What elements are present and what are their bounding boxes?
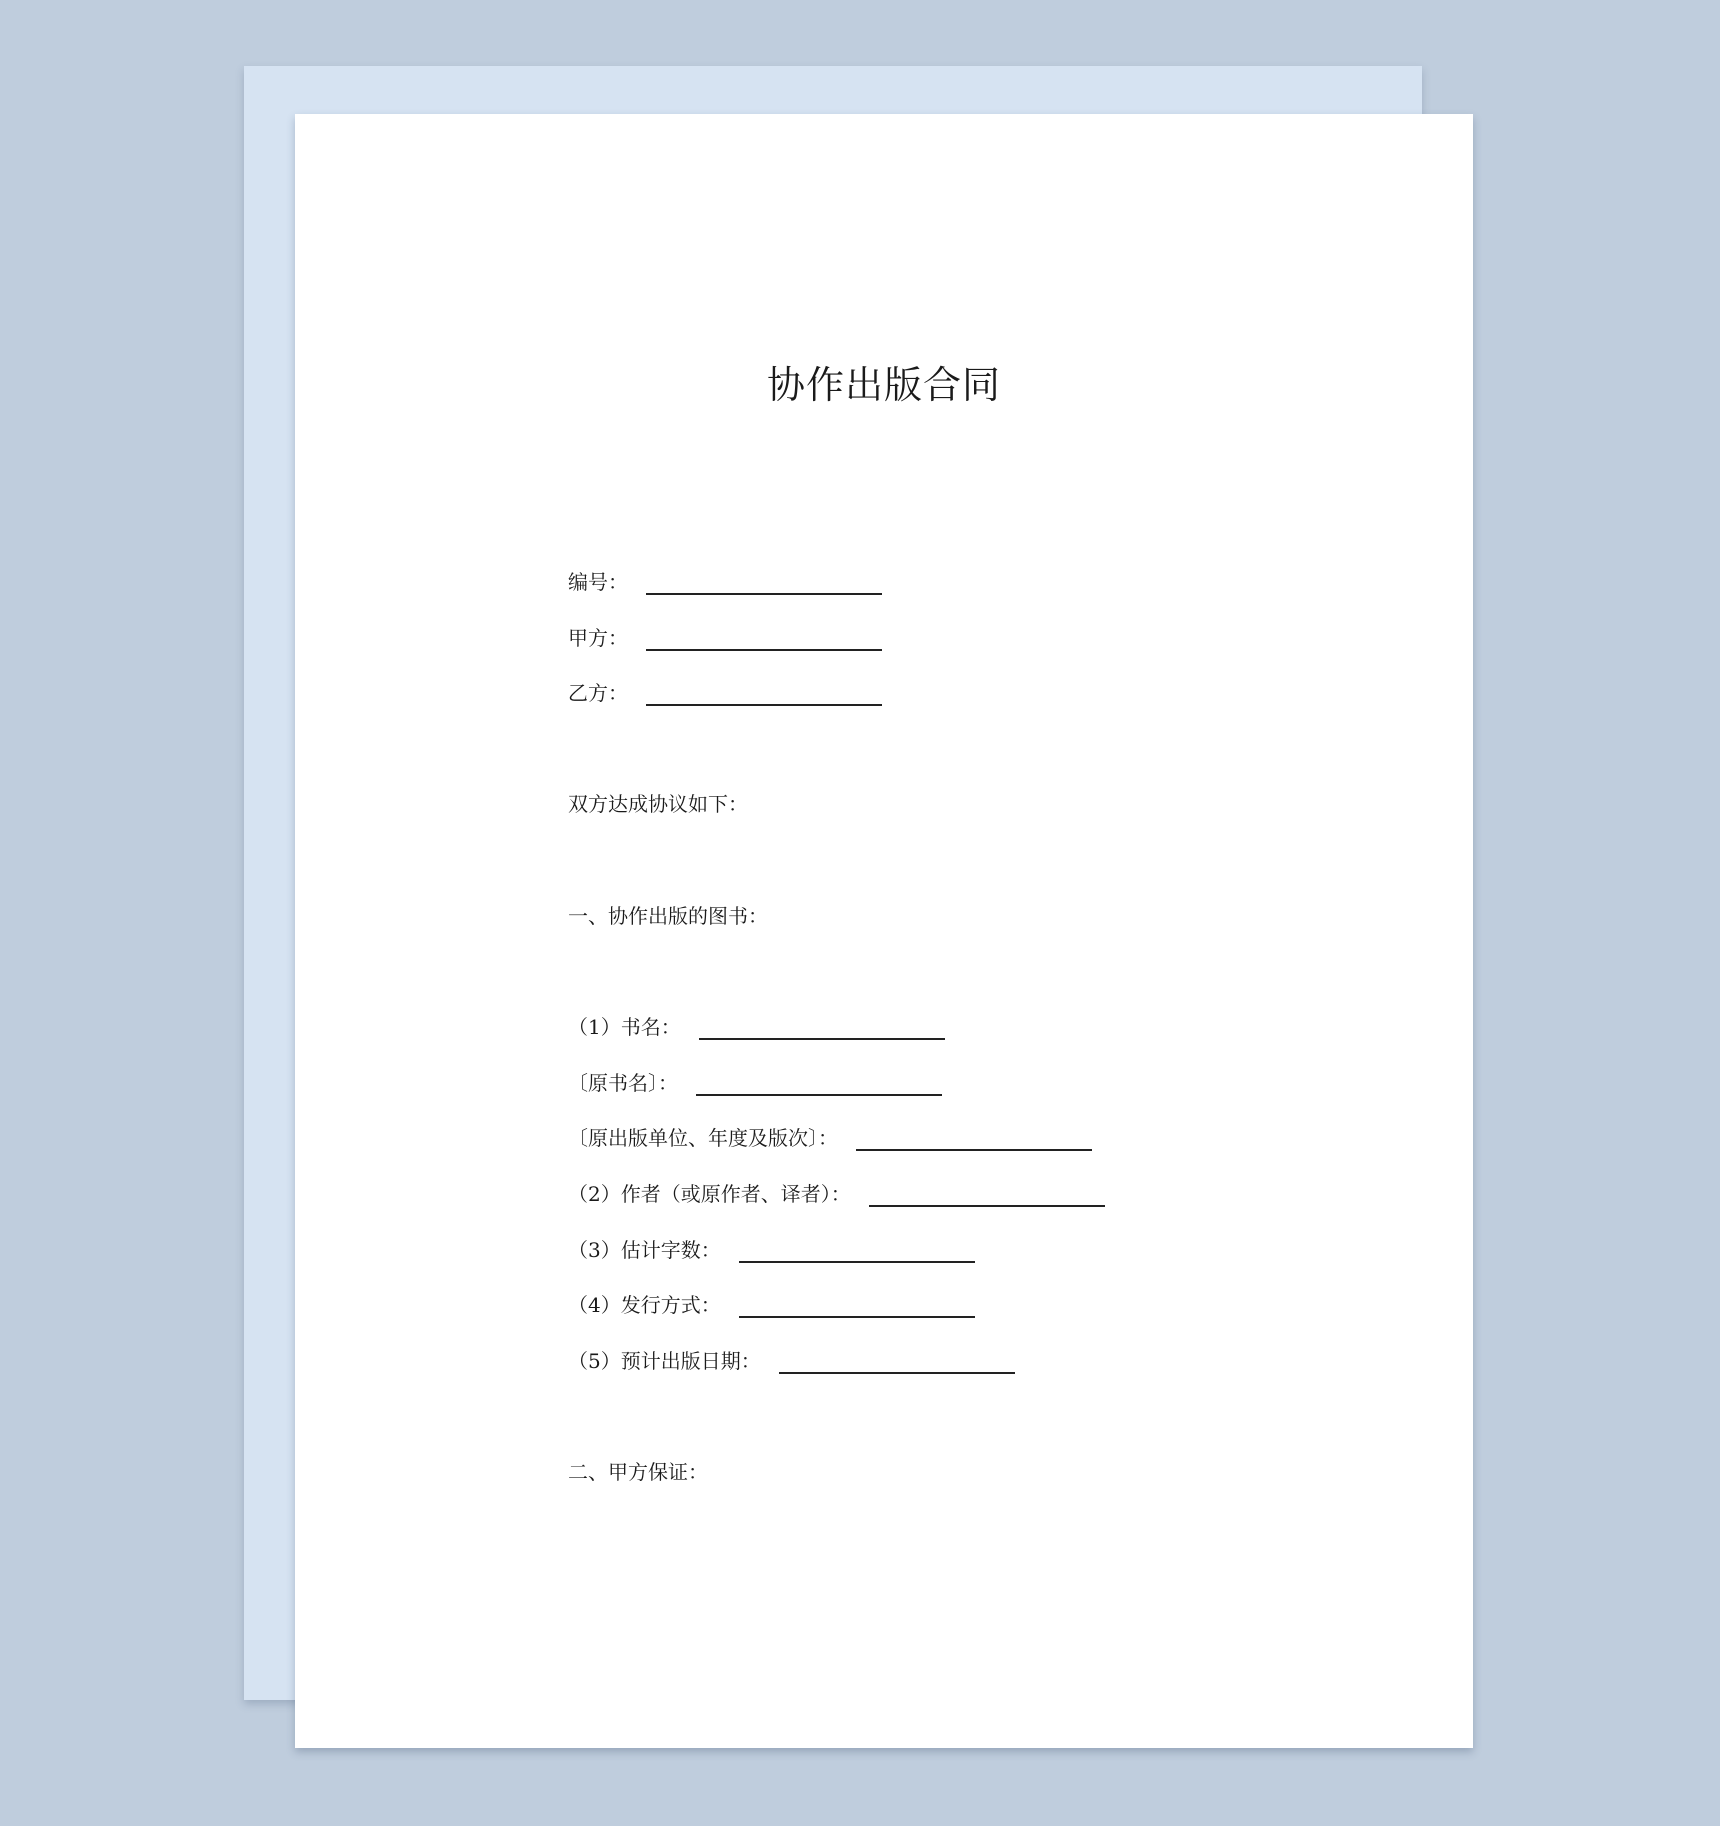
field-label: （1）书名： [568,1015,681,1039]
blank-line[interactable] [646,573,882,595]
field-row-number [568,566,882,595]
field-label: 〔原书名〕： [568,1071,678,1095]
field-label: 甲方： [568,626,628,650]
blank-line[interactable] [739,1241,975,1263]
field-row-author [568,1178,1105,1207]
section-1-heading: 一、协作出版的图书： [568,904,768,928]
blank-line[interactable] [699,1018,945,1040]
intro-text: 双方达成协议如下： [568,792,748,816]
blank-line[interactable] [646,629,882,651]
field-row-book-name [568,1011,945,1040]
field-row-publish-date [568,1345,1015,1374]
document-title: 协作出版合同 [766,363,1001,407]
section-2-heading: 二、甲方保证： [568,1460,708,1484]
blank-line[interactable] [739,1296,975,1318]
blank-line[interactable] [696,1074,942,1096]
field-row-word-count [568,1234,975,1263]
field-label: 编号： [568,570,628,594]
field-label: （5）预计出版日期： [568,1349,761,1373]
blank-line[interactable] [779,1352,1015,1374]
blank-line[interactable] [646,684,882,706]
field-row-original-publisher [568,1122,1092,1151]
field-label: 乙方： [568,681,628,705]
field-row-original-name [568,1067,942,1096]
field-label: 〔原出版单位、年度及版次〕： [568,1126,838,1150]
field-row-party-a [568,622,882,651]
field-label: （2）作者（或原作者、译者）： [568,1182,851,1206]
document-page [295,114,1473,1748]
blank-line[interactable] [869,1185,1105,1207]
field-row-distribution [568,1289,975,1318]
blank-line[interactable] [856,1129,1092,1151]
field-label: （4）发行方式： [568,1293,721,1317]
field-label: （3）估计字数： [568,1238,721,1262]
field-row-party-b [568,677,882,706]
